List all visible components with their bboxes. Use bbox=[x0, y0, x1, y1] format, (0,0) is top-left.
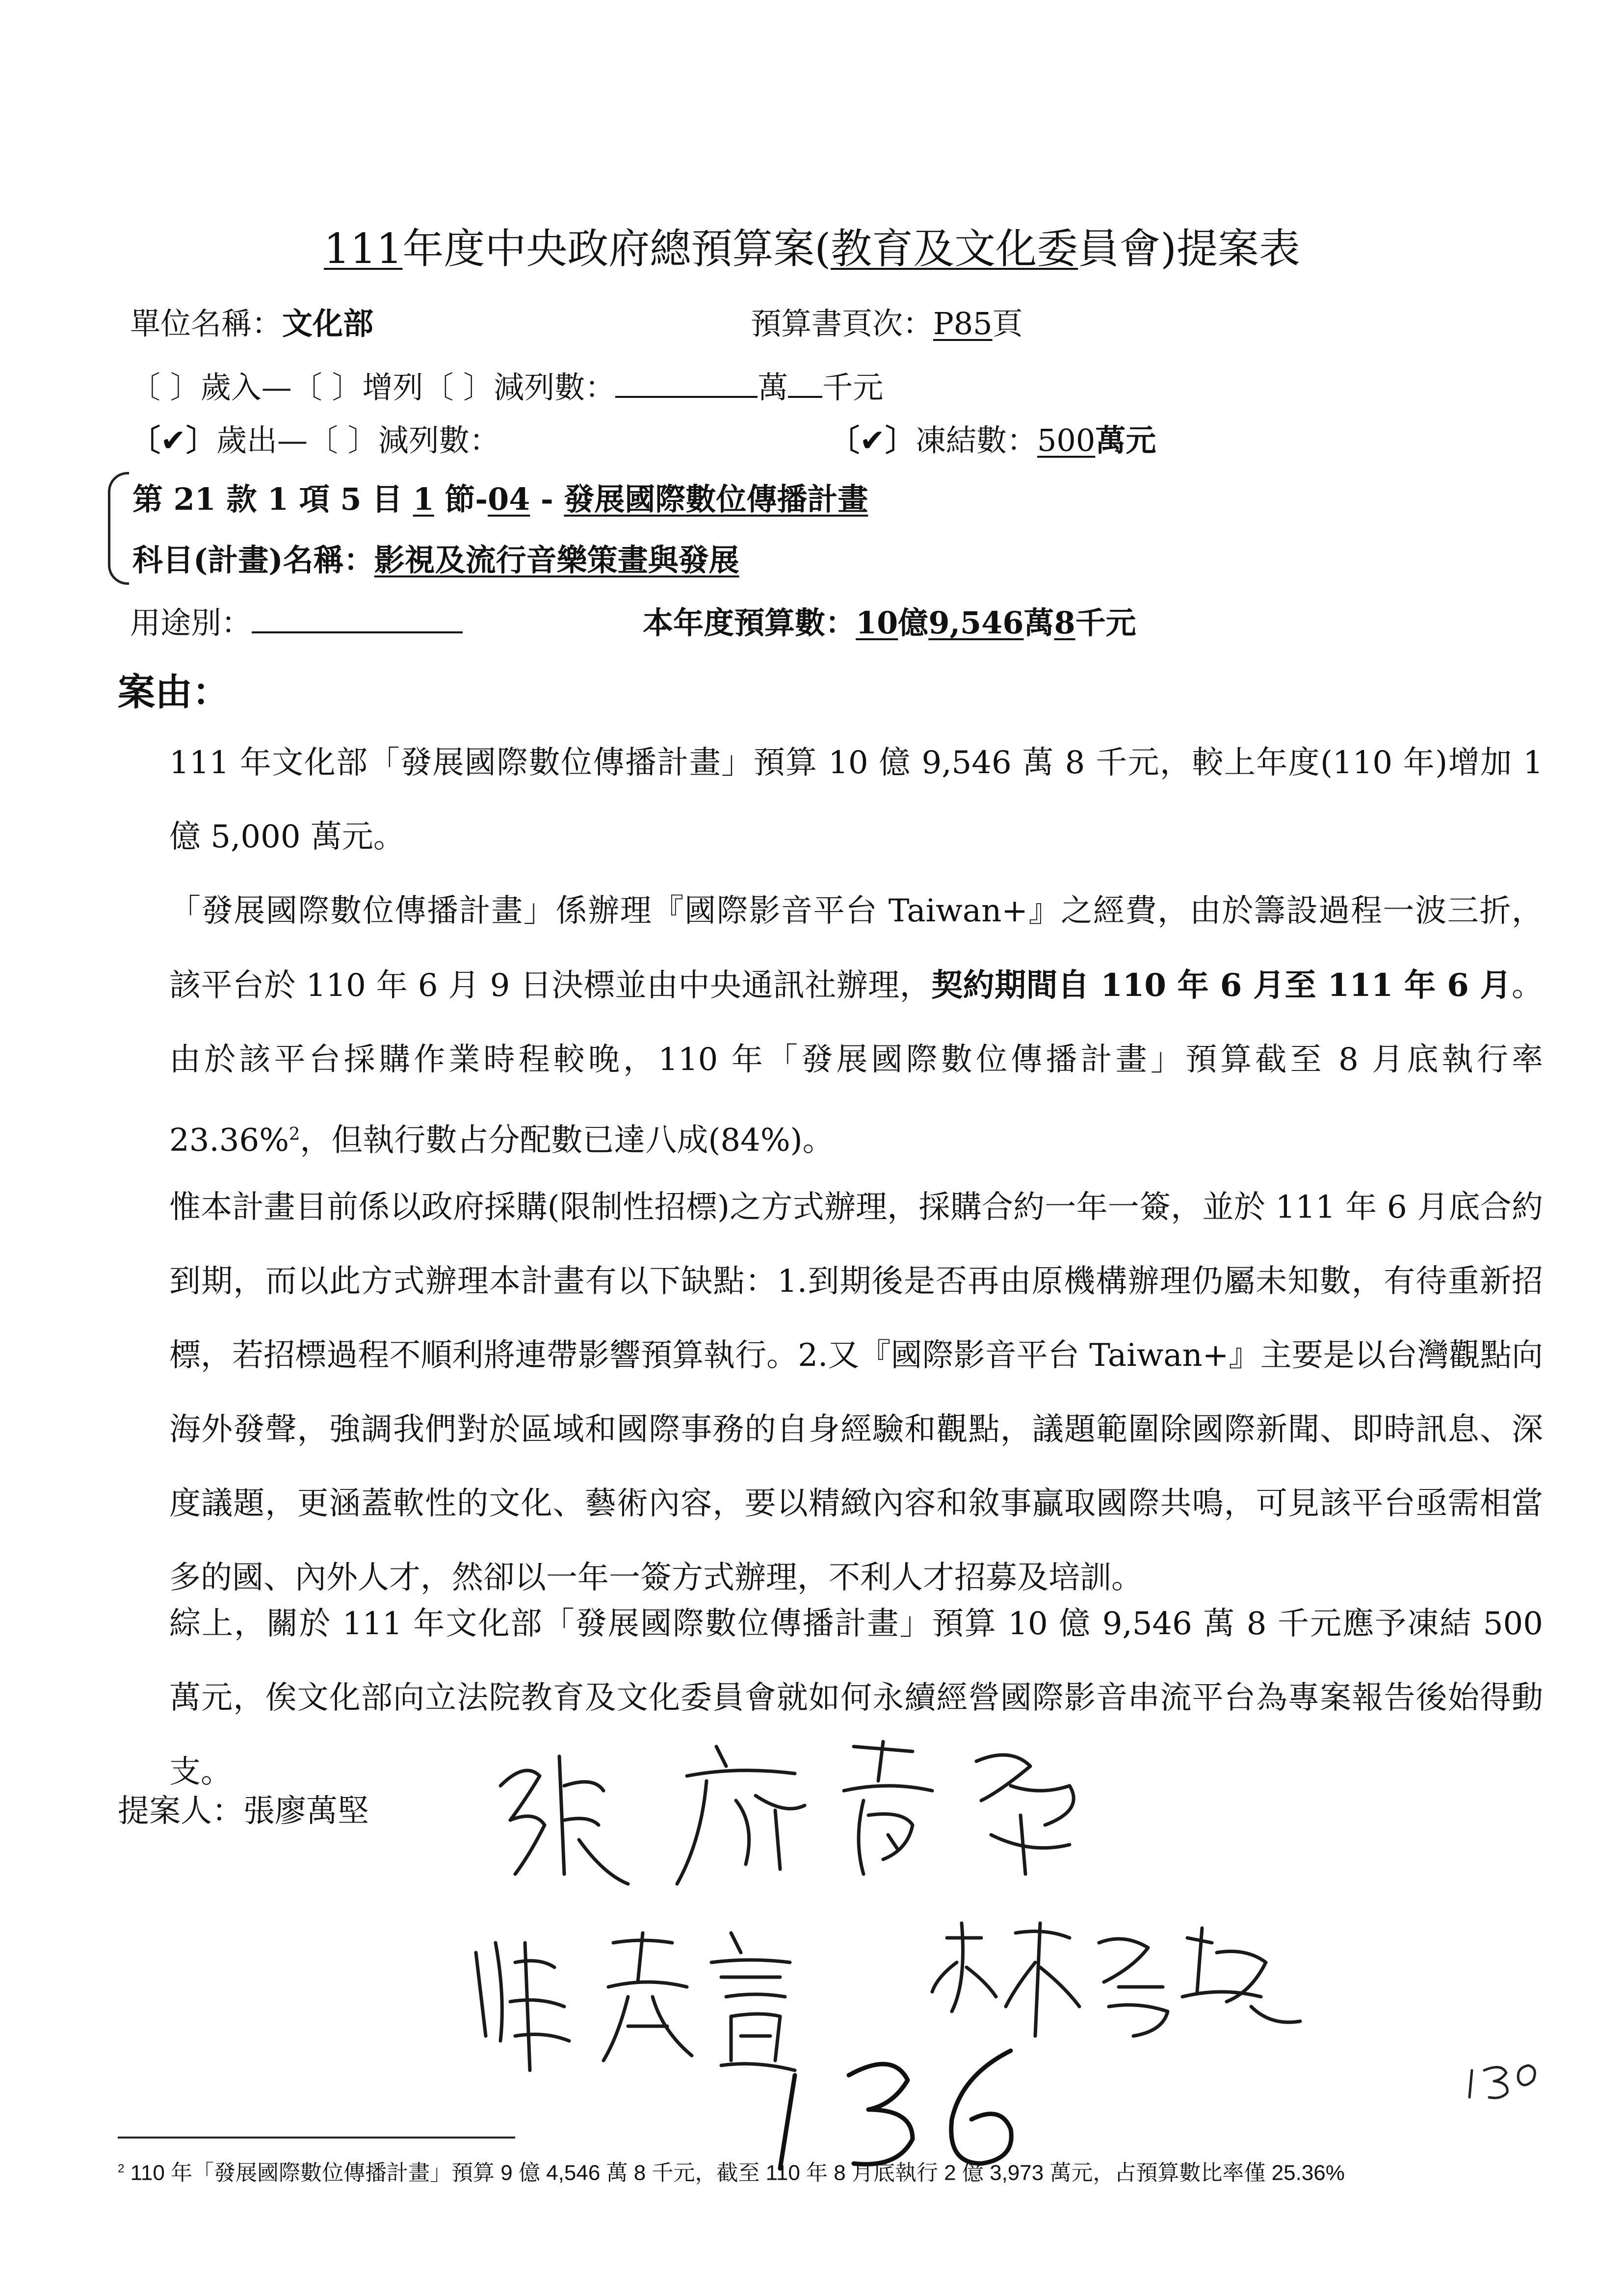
expense-line: 〔✔〕歲出—〔 〕減列數： bbox=[130, 422, 500, 458]
paragraph-1: 111 年文化部「發展國際數位傳播計畫」預算 10 億 9,546 萬 8 千元，較上年度(110 年)增加 1 億 5,000 萬元。 bbox=[169, 745, 1543, 855]
usage-line: 用途別： bbox=[130, 599, 463, 642]
paragraph-2: 「發展國際數位傳播計畫」係辦理『國際影音平台 Taiwan+』之經費，由於籌設過程一波三折，該平台於 110 年 6 月 9 日決標並由中央通訊社辦理，契約期間自 110 年 6 月至 111 年 6 月。由於該平台採購作業時程較晚，110 年「發展國際數位傳播計畫」預算截至 8 月底執行率 23.36%$^2$，但執行數占分配數已達八成(84%)。 bbox=[169, 893, 1544, 1159]
usage-blank bbox=[252, 631, 463, 633]
case-heading: 案由： bbox=[118, 670, 230, 714]
paragraph-3: 惟本計畫目前係以政府採購(限制性招標)之方式辦理，採購合約一年一簽，並於 111 年 6 月底合約到期，而以此方式辦理本計畫有以下缺點：1.到期後是否再由原機構辦理仍屬未知數，有待重新招標，若招標過程不順利將連帶影響預算執行。2.又『國際影音平台 Taiwan+』主要是以台灣觀點向海外發聲，強調我們對於區域和國際事務的自身經驗和觀點，議題範圍除國際新聞、即時訊息、深度議題，更涵蓋軟性的文化、藝術內容，要以精緻內容和敘事贏取國際共鳴，可見該平台亟需相當多的國、內外人才，然卻以一年一簽方式辦理，不利人才招募及培訓。 bbox=[169, 1189, 1543, 1596]
footnote: $^2$ 110 年「發展國際數位傳播計畫」預算 9 億 4,546 萬 8 千元，截至 110 年 8 月底執行 2 億 3,973 萬元，占預算數比率僅 25.36% bbox=[118, 2161, 1345, 2185]
document-title: 111年度中央政府總預算案(教育及文化委員會)提案表 bbox=[324, 225, 1300, 273]
handwritten-signature-1 bbox=[481, 1727, 1413, 1889]
proposer-label: 提案人：張廖萬堅 bbox=[118, 1793, 369, 1829]
income-line: 〔 〕歲入—〔 〕增列〔 〕減列數： 萬 千元 bbox=[130, 369, 884, 405]
budget-page-row: 預算書頁次：P85頁 bbox=[751, 306, 1023, 341]
frozen-amount-line: 〔✔〕凍結數：500萬元 bbox=[829, 422, 1156, 458]
amount-blank-qian bbox=[788, 396, 822, 398]
budget-item-line: 第 21 款 1 項 5 目 1 節-04 - 發展國際數位傳播計畫 bbox=[132, 481, 868, 517]
footnote-divider bbox=[118, 2137, 515, 2139]
paragraph-4: 綜上，關於 111 年文化部「發展國際數位傳播計畫」預算 10 億 9,546 萬 8 千元應予凍結 500 萬元，俟文化部向立法院教育及文化委員會就如何永續經營國際影音串流平台為專案報告後始得動支。 bbox=[169, 1606, 1543, 1790]
unit-name-row: 單位名稱：文化部 bbox=[130, 306, 374, 341]
subject-line: 科目(計畫)名稱：影視及流行音樂策畫與發展 bbox=[132, 542, 739, 578]
bracket-decoration bbox=[108, 472, 129, 585]
handwritten-number-130 bbox=[1462, 2051, 1550, 2105]
annual-budget-line: 本年度預算數：10億9,546萬8千元 bbox=[643, 605, 1136, 641]
amount-blank-wan bbox=[615, 396, 758, 398]
